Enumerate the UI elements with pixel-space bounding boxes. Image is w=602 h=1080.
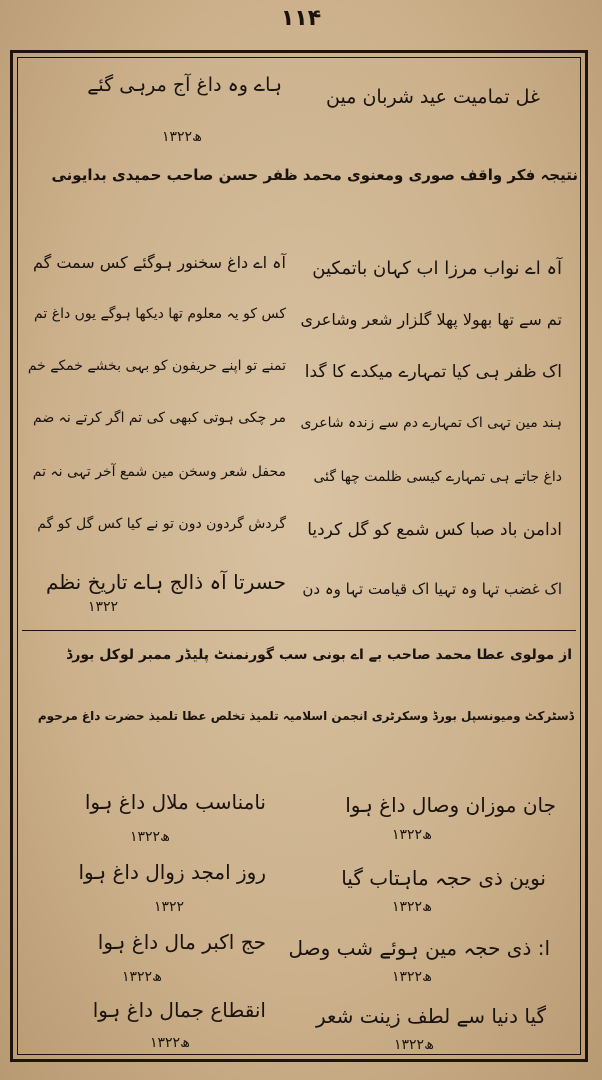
verse-right: تم سے تھا بھولا پھلا گلزار شعر وشاعری [300,310,562,329]
chronogram-right-year: ۱۳۲۲ھ [392,827,432,843]
verse-right: اک ظفر ہی کيا تمہارے ميکدے کا گدا [304,362,562,382]
verse-right: ادامن باد صبا کس شمع کو گل کرديا [307,520,562,540]
verse-left: مر چکی ہوتی کبھی کی تم اگر کرتے نہ ضم [33,410,286,426]
chronogram-right-year: ۱۳۲۲ھ [394,1037,434,1053]
verse-right: اک غضب تہا وہ تہيا اک قيامت تہا وہ دن [302,580,562,598]
header-left-hemistich: ہاے وہ داغ آج مرہی گئے [87,74,282,96]
chronogram-left-year: ۱۳۲۲ھ [130,829,170,845]
verse-left: حسرتا آہ ذالج ہاے تاريخ نظم [45,570,286,594]
chronogram-left: انقطاع جمال داغ ہوا [92,998,266,1022]
verse-right: آہ اے نواب مرزا اب کہان باتمکين [312,258,562,279]
chronogram-left: روز امجد زوال داغ ہوا [78,860,266,884]
chronogram-right: ا: ذی حجہ مين ہوئے شب وصل [288,936,550,960]
chronogram-right-year: ۱۳۲۲ھ [392,899,432,915]
chronogram-left: حج اکبر مال داغ ہوا [97,930,266,954]
section-divider [22,630,576,631]
poem-title: نتيجہ فکر واقف صوری ومعنوی محمد ظفر حسن صاحب حميدی بدايونی [51,166,578,184]
verse-left: گردش گردون دون تو نے کيا کس گل کو گم [37,516,286,532]
verse-left: کس کو يہ معلوم تھا ديکھا ہوگے يوں داغ تم [34,306,286,322]
page-frame-inner [17,57,581,1055]
chronogram-right: جان موزان وصال داغ ہوا [345,793,556,817]
chronogram-right: نوين ذی حجہ ماہتاب گيا [341,866,546,890]
verse-year: ۱۳۲۲ [88,599,119,615]
chronogram-left-year: ۱۳۲۲ [154,899,185,915]
chronogram-left: نامناسب ملال داغ ہوا [84,790,266,814]
verse-left: محفل شعر وسخن مين شمع آخر تہی نہ تم [32,464,286,480]
page-number: ۱۱۴ [280,6,322,31]
chronogram-right: گيا دنيا سے لطف زينت شعر [315,1004,546,1028]
chronogram-left-year: ۱۳۲۲ھ [122,969,162,985]
verse-right: داغ جاتے ہی تمہارے کيسی ظلمت چھا گئی [313,469,562,485]
verse-left: آہ اے داغ سخنور ہوگئے کس سمت گم [32,253,286,272]
verse-left: تمنے تو اپنے حريفون کو بہی بخشے خمکے خم [27,358,286,374]
header-year: ۱۳۲۲ھ [162,129,202,145]
verse-right: ہند مين تہی اک تمہارے دم سے زندہ شاعری [300,415,562,431]
header-right-hemistich: غل تماميت عيد شربان مين [326,86,540,108]
credit-line-1: از مولوی عطا محمد صاحب بے اے بونی سب گورنمنٹ پليڈر ممبر لوکل بورڈ [66,647,572,663]
chronogram-left-year: ۱۳۲۲ھ [150,1035,190,1051]
chronogram-right-year: ۱۳۲۲ھ [392,969,432,985]
credit-line-2: ڈسٹرکٹ وميونسپل بورڈ وسکرٹری انجمن اسلاميہ تلميذ تخلص عطا تلميذ حضرت داغ مرحوم [37,709,574,723]
